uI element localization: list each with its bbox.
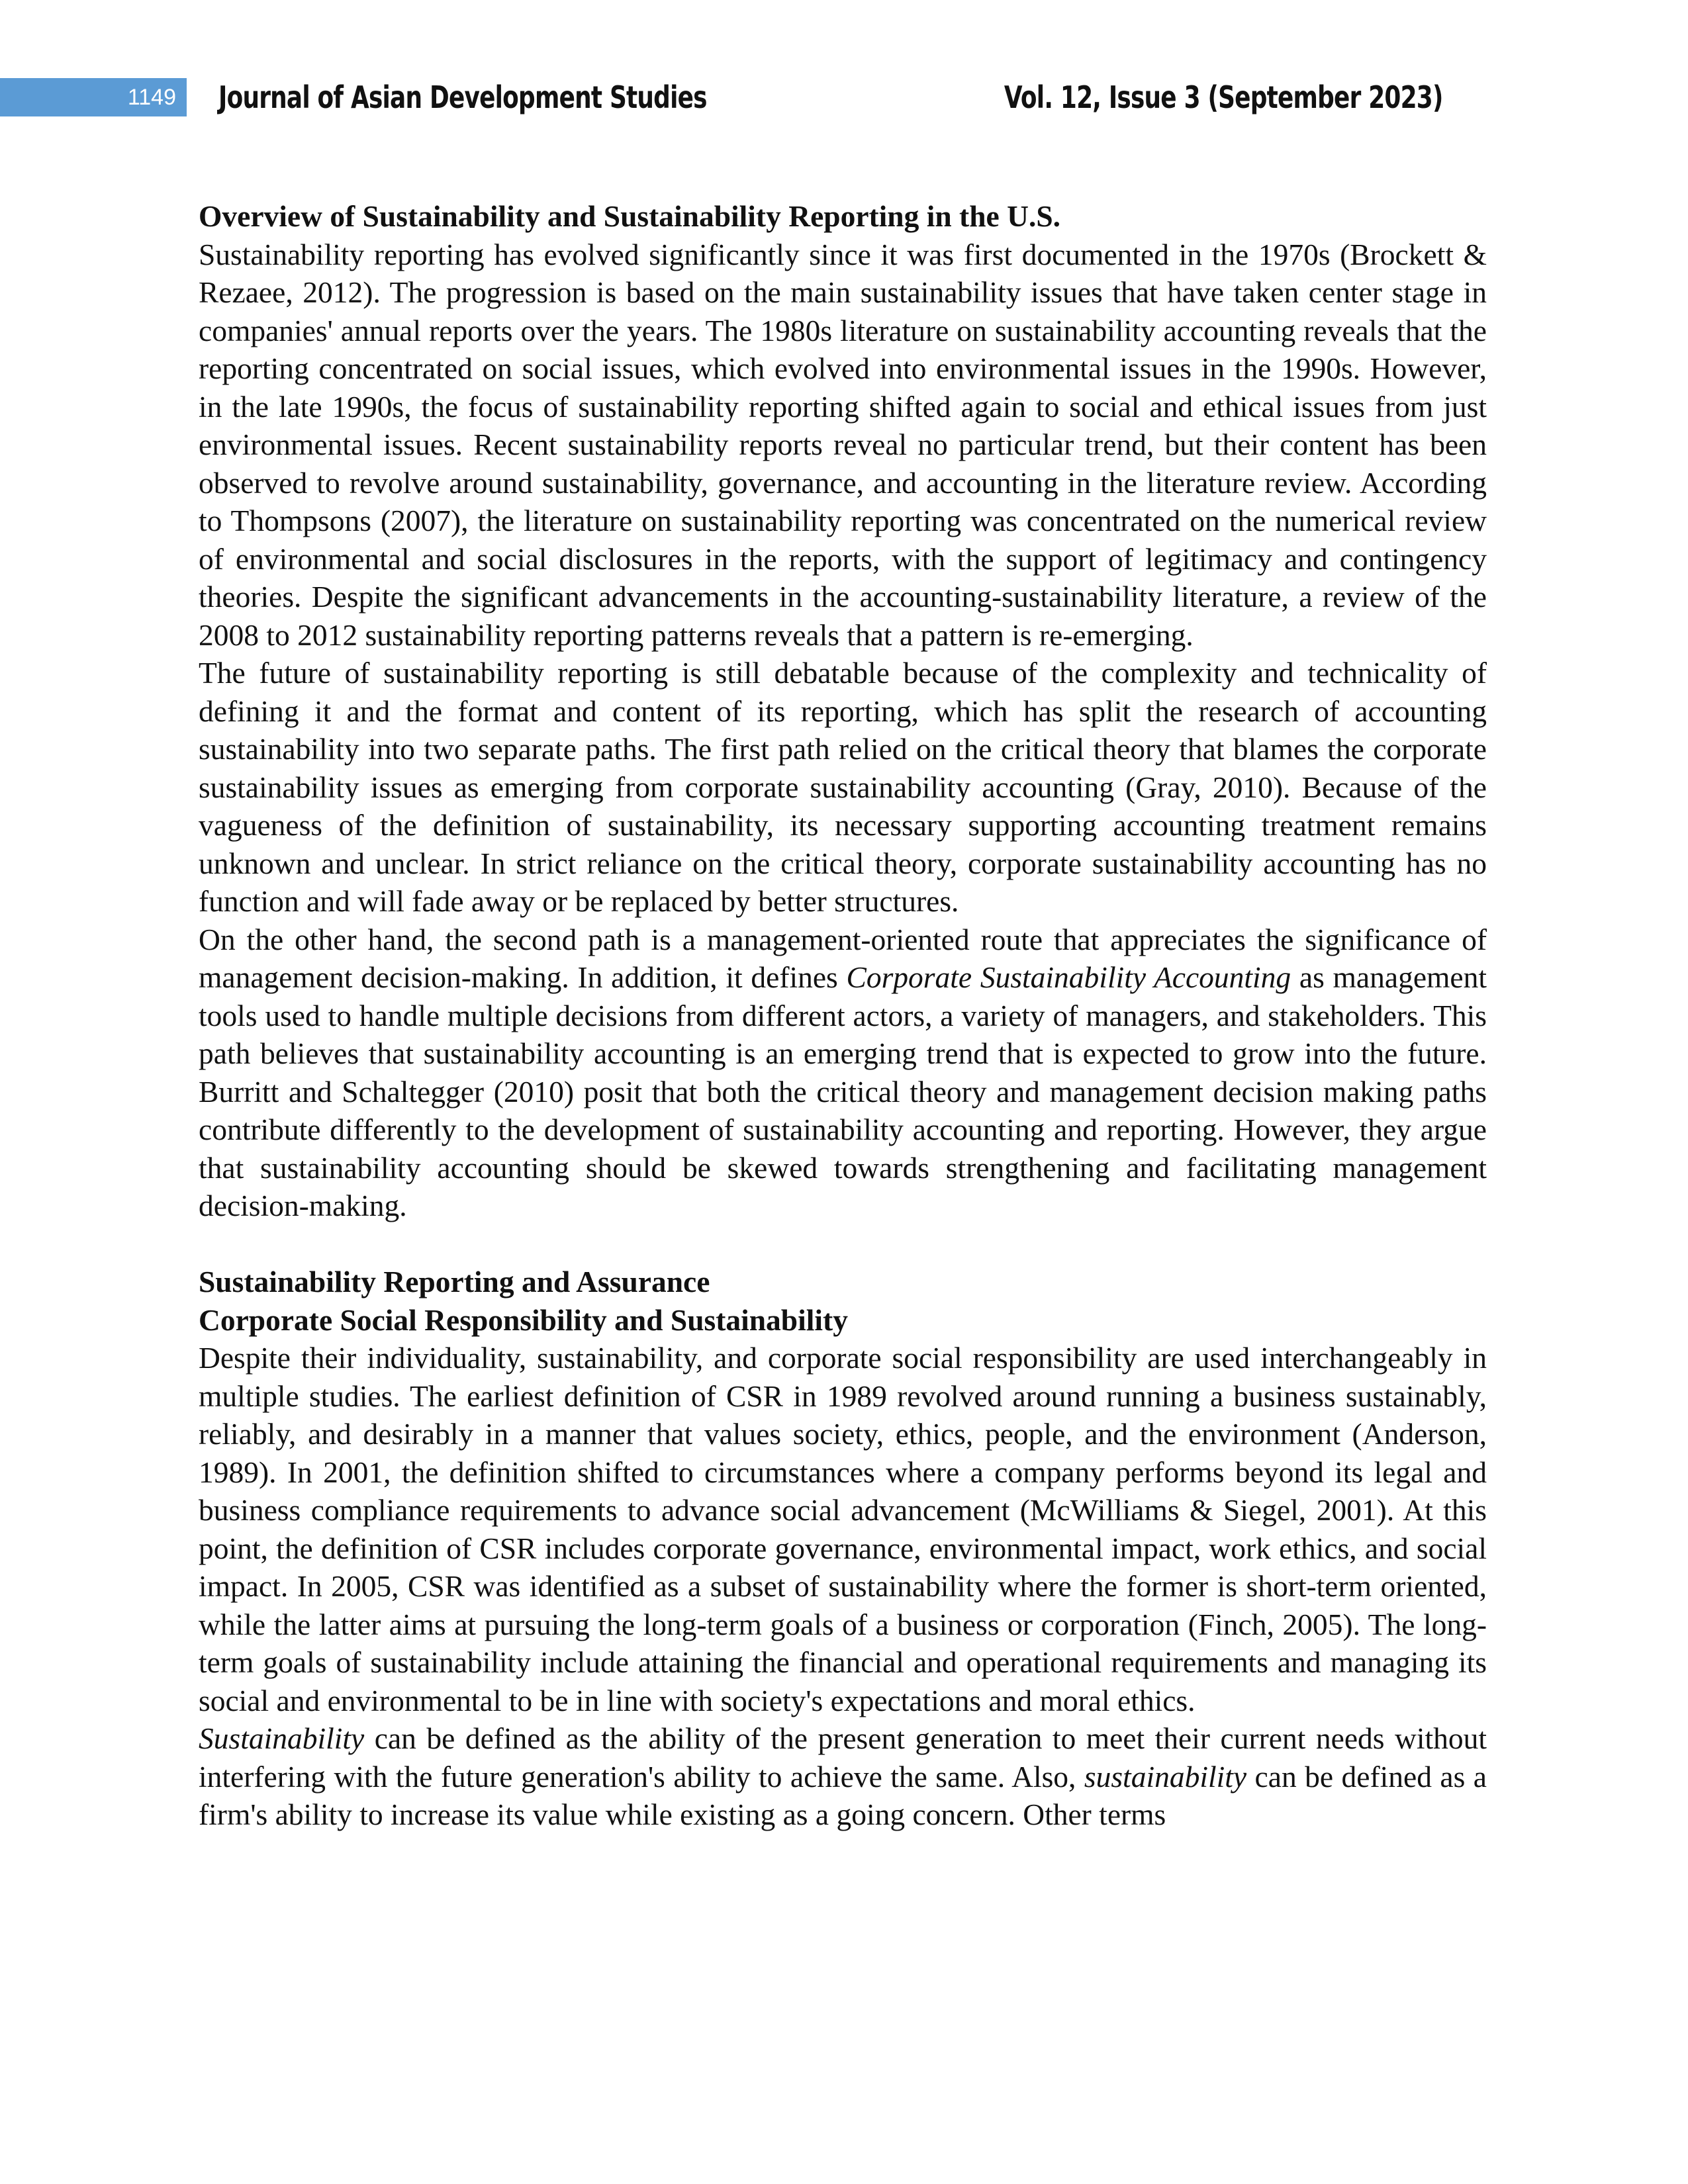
subsection-heading-csr: Corporate Social Responsibility and Sustainability [199,1302,848,1337]
paragraph [199,1719,1487,1834]
paragraph: Despite their individuality, sustainability, and corporate social responsibility are used interchangeably in multiple studies. The earliest definition of CSR in 1989 revolved around running a business sustainably, reliably, and desirably in a manner that values society, ethics, people, and the environment (Anderson, 1989). In 2001, the definition shifted to circumstances where a company performs beyond its legal and business compliance requirements to advance social advancement (McWilliams & Siegel, 2001). At this point, the definition of CSR includes corporate governance, environmental impact, work ethics, and social impact. In 2005, CSR was identified as a subset of sustainability where the former is short-term oriented, while the latter aims at pursuing the long-term goals of a business or corporation (Finch, 2005). The long-term goals of sustainability include attaining the financial and operational requirements and managing its social and environmental to be in line with society's expectations and moral ethics. [199,1341,1487,1717]
italic-term: Corporate Sustainability Accounting [846,960,1291,994]
section-heading-overview: Overview of Sustainability and Sustainability Reporting in the U.S. [199,199,1060,233]
text-run: can be defined as the ability of the present generation to meet their current needs without interfering with the future generation's ability to achieve the same. Also, [199,1721,1487,1794]
page-number: 1149 [0,78,187,116]
paragraph-gap [199,1225,1487,1263]
text-run: can be defined as a firm's ability to increase its value while existing as a going concern. Other terms [199,1759,1487,1831]
italic-term: sustainability [1084,1759,1247,1794]
paragraph [199,921,1487,1225]
volume-issue: Vol. 12, Issue 3 (September 2023) [1004,79,1443,115]
text-run: On the other hand, the second path is a management-oriented route that appreciates the significance of management decision-making. In addition, it defines [199,922,1487,994]
journal-title: Journal of Asian Development Studies [218,79,707,115]
paragraph: Sustainability reporting has evolved significantly since it was first documented in the 1970s (Brockett & Rezaee, 2012). The progression is based on the main sustainability issues that have taken center stage in companies' annual reports over the years. The 1980s literature on sustainability accounting reveals that the reporting concentrated on social issues, which evolved into environmental issues in the 1990s. However, in the late 1990s, the focus of sustainability reporting shifted again to social and ethical issues from just environmental issues. Recent sustainability reports reveal no particular trend, but their content has been observed to revolve around sustainability, governance, and accounting in the literature review. According to Thompsons (2007), the literature on sustainability reporting was concentrated on the numerical review of environmental and social disclosures in the reports, with the support of legitimacy and contingency theories. Despite the significant advancements in the accounting-sustainability literature, a review of the 2008 to 2012 sustainability reporting patterns reveals that a pattern is re-emerging. [199,237,1487,652]
section-heading-reporting-assurance: Sustainability Reporting and Assurance [199,1265,710,1298]
text-run: as management tools used to handle multiple decisions from different actors, a variety of managers, and stakeholders. This path believes that sustainability accounting is an emerging trend that is expected to grow into the future. Burritt and Schaltegger (2010) posit that both the critical theory and management decision making paths contribute differently to the development of sustainability accounting and reporting. However, they argue that sustainability accounting should be skewed towards strengthening and facilitating management decision-making. [199,960,1487,1222]
article-body [199,197,1487,1834]
paragraph: The future of sustainability reporting is still debatable because of the complexity and technicality of defining it and the format and content of its reporting, which has split the research of accounting sustainability into two separate paths. The first path relied on the critical theory that blames the corporate sustainability issues as emerging from corporate sustainability accounting (Gray, 2010). Because of the vagueness of the definition of sustainability, its necessary supporting accounting treatment remains unknown and unclear. In strict reliance on the critical theory, corporate sustainability accounting has no function and will fade away or be replaced by better structures. [199,656,1487,918]
italic-term: Sustainability [199,1721,365,1755]
